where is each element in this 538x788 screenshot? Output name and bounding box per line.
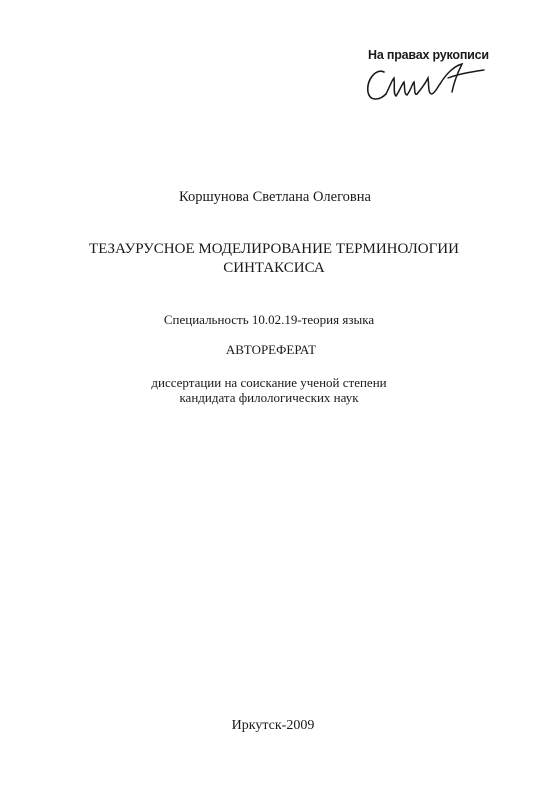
city-year: Иркутск-2009 xyxy=(231,718,315,733)
author-name: Коршунова Светлана Олеговна xyxy=(179,189,371,205)
document-type: АВТОРЕФЕРАТ xyxy=(225,342,317,357)
specialty: Специальность 10.02.19-теория языка xyxy=(163,312,375,327)
dissertation-description xyxy=(0,375,538,405)
thesis-title-line-1: ТЕЗАУРУСНОЕ МОДЕЛИРОВАНИЕ ТЕРМИНОЛОГИИ xyxy=(89,241,459,257)
dissertation-line-2: кандидата филологических наук xyxy=(179,390,359,405)
dissertation-line-1: диссертации на соискание ученой степени xyxy=(151,375,387,390)
thesis-title xyxy=(0,240,538,278)
thesis-title-line-2: СИНТАКСИСА xyxy=(223,260,325,276)
rights-notice: На правах рукописи xyxy=(368,48,489,62)
signature-icon xyxy=(362,58,492,108)
